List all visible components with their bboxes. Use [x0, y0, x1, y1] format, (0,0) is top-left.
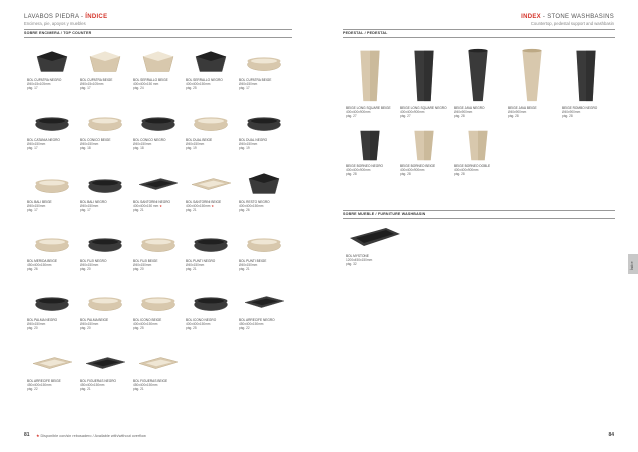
product-caption	[186, 138, 212, 151]
left-page-number: 81	[24, 432, 30, 438]
index-side-tab	[628, 254, 638, 274]
product-page: pág. 21	[186, 267, 197, 272]
product-image	[400, 46, 448, 109]
product-image	[80, 46, 130, 81]
product-size: Ø40x150mm	[239, 263, 258, 268]
product-caption	[133, 78, 168, 91]
product-size: 400x400x150mm	[186, 82, 211, 87]
product-caption	[239, 78, 271, 91]
product-name: BOL FIGUERAS NEGRO	[80, 379, 117, 383]
product-size: Ø40x150mm	[186, 263, 205, 268]
product-size: Ø40x150mm	[80, 263, 99, 268]
product-name: BEIGE JAVA BEIGE	[508, 106, 537, 110]
product-caption	[133, 318, 161, 331]
product-name: BOL ICONO NEGRO	[186, 318, 217, 322]
product-image	[133, 46, 183, 81]
product-image	[27, 286, 77, 321]
product-caption	[346, 106, 391, 119]
product-page: pág. 25	[186, 86, 197, 91]
product-image	[346, 46, 394, 109]
product-name: BOL FIGUERAS BEIGE	[133, 379, 168, 383]
product-image	[186, 286, 236, 321]
product-name: BOL DUAL BEIGE	[186, 138, 213, 142]
product-page: pág. 24	[133, 86, 144, 91]
product-image	[239, 227, 289, 262]
product-page: pág. 20	[133, 267, 144, 272]
product-size: 400x400x900mm	[346, 168, 371, 173]
product-size: 400x400x150mm	[186, 322, 211, 327]
right-page-number: 84	[608, 432, 614, 438]
left-section-rule	[24, 37, 292, 38]
product-caption	[80, 138, 111, 151]
product-caption	[508, 106, 537, 119]
product-size: 450x400x150mm	[27, 383, 52, 388]
product-size: 450x400x150mm	[27, 263, 52, 268]
product-caption	[80, 318, 108, 331]
product-page: pág. 22	[27, 387, 38, 392]
product-size: 400x400x150 mm	[133, 82, 159, 87]
star-icon: ★	[158, 204, 163, 209]
product-image	[239, 46, 289, 81]
product-caption	[80, 379, 116, 392]
product-page: pág. 17	[27, 208, 38, 213]
product-size: Ø40x150mm	[27, 204, 46, 209]
product-caption	[27, 138, 60, 151]
product-size: Ø40x150mm	[186, 142, 205, 147]
product-caption	[346, 164, 383, 177]
product-image	[186, 106, 236, 141]
product-name: BOL PALMA NEGRO	[27, 318, 58, 322]
product-name: BOL ARRECIFE BEIGE	[27, 379, 61, 383]
product-name: BOL RESTO NEGRO	[239, 200, 270, 204]
product-image	[508, 46, 556, 109]
product-size: Ø40x150mm	[27, 142, 46, 147]
right-title-highlight: INDEX	[521, 14, 541, 20]
product-name: BOL PALMA BEIGE	[80, 318, 109, 322]
product-size: 450x400x150mm	[80, 383, 105, 388]
product-name: BOL CONICO NEGRO	[133, 138, 166, 142]
product-caption	[239, 138, 267, 151]
product-page: pág. 25	[186, 326, 197, 331]
product-caption	[27, 78, 61, 91]
product-caption	[400, 106, 447, 119]
product-caption	[454, 164, 490, 177]
product-caption	[186, 318, 216, 331]
product-image	[133, 168, 183, 203]
product-page: pág. 17	[80, 86, 91, 91]
left-header-subtitle: Encimera, pie, apoyos y muebles	[24, 21, 86, 26]
product-page: pág. 19	[186, 146, 197, 151]
product-page: pág. 18	[80, 146, 91, 151]
product-image	[562, 46, 610, 109]
product-page: pág. 22	[239, 326, 250, 331]
product-size: 400x400x150mm	[133, 322, 158, 327]
product-image	[239, 106, 289, 141]
product-page: pág. 20	[27, 326, 38, 331]
left-header-title	[24, 14, 107, 20]
product-page: pág. 21	[239, 267, 250, 272]
product-image	[80, 286, 130, 321]
product-image	[27, 227, 77, 262]
furniture-top-rule	[343, 210, 615, 211]
product-name: BEIGE JAVA NEGRO	[454, 106, 485, 110]
product-caption	[186, 78, 223, 91]
product-page: pág. 21	[133, 387, 144, 392]
product-name: BEIGE BORNEO DOBLE	[454, 164, 491, 168]
product-image	[346, 128, 394, 167]
product-page: pág. 17	[80, 208, 91, 213]
product-caption	[186, 200, 221, 213]
product-name: BEIGE LONG SQUARE BEIGE	[346, 106, 391, 110]
product-size: 450x400x150mm	[239, 322, 264, 327]
left-top-rule	[24, 29, 292, 30]
product-page: pág. 28	[400, 172, 411, 177]
pedestal-section-title: PEDESTAL / PEDESTAL	[343, 31, 388, 35]
product-name: BOL ARRECIFE NEGRO	[239, 318, 275, 322]
product-caption	[239, 318, 275, 331]
product-image	[133, 227, 183, 262]
product-image	[27, 46, 77, 81]
product-size: 450x400x150mm	[133, 383, 158, 388]
product-size: Ø40x150mm	[27, 322, 46, 327]
product-page: pág. 32	[346, 262, 357, 267]
product-size: Ø40x15x105mm	[27, 82, 51, 87]
product-image	[239, 168, 289, 203]
index-side-tab-label: Índice	[630, 261, 634, 270]
product-page: pág. 28	[454, 172, 465, 177]
right-title-separator: -	[540, 14, 548, 20]
product-page: pág. 17	[27, 146, 38, 151]
left-section-title: SOBRE ENCIMERA / TOP COUNTER	[24, 31, 92, 35]
product-name: BOL PUNTI BEIGE	[239, 259, 267, 263]
product-image	[27, 168, 77, 203]
product-caption	[27, 318, 57, 331]
product-page: pág. 27	[400, 114, 411, 119]
product-page: pág. 20	[80, 326, 91, 331]
right-top-rule	[343, 29, 615, 30]
product-size: Ø40x150mm	[133, 263, 152, 268]
product-caption	[27, 379, 61, 392]
product-name: BOL CUPATRA BEIGE	[80, 78, 113, 82]
product-image	[80, 347, 130, 382]
footer-legend-text: Disponible con/sin rebosadero / Available with/without overflow	[40, 434, 146, 438]
product-caption	[80, 78, 112, 91]
product-caption	[346, 254, 372, 267]
product-caption	[400, 164, 435, 177]
product-size: Ø40x150mm	[239, 82, 258, 87]
product-page: pág. 20	[80, 267, 91, 272]
product-image	[346, 222, 402, 257]
product-image	[454, 46, 502, 109]
product-name: BOL CONICO BEIGE	[80, 138, 111, 142]
product-size: Ø40x150mm	[80, 204, 99, 209]
product-name: BOL BALI NEGRO	[80, 200, 107, 204]
product-size: Ø40x150mm	[80, 142, 99, 147]
product-image	[186, 227, 236, 262]
product-caption	[133, 379, 167, 392]
product-page: pág. 28	[454, 114, 465, 119]
product-page: pág. 18	[133, 146, 144, 151]
product-caption	[239, 200, 270, 213]
product-caption	[562, 106, 597, 119]
product-size: Ø40x15x105mm	[80, 82, 104, 87]
product-name: BOL SERRALLO NEGRO	[186, 78, 223, 82]
product-page: pág. 26	[27, 267, 38, 272]
product-size: 400x400x900mm	[400, 110, 425, 115]
product-image	[454, 128, 502, 167]
footer-legend	[36, 433, 146, 438]
left-title-separator: -	[79, 14, 86, 20]
product-name: BOL BALI BEIGE	[27, 200, 52, 204]
product-caption	[454, 106, 485, 119]
product-name: BOL ICONO BEIGE	[133, 318, 162, 322]
furniture-section-title: SOBRE MUEBLE / FURNITURE WASHBASIN	[343, 212, 426, 216]
product-page: pág. 17	[27, 86, 38, 91]
left-title-highlight: ÍNDICE	[85, 14, 108, 20]
product-page: pág. 25	[133, 326, 144, 331]
product-name: BOL CUPATRA BEIGE	[239, 78, 272, 82]
product-size: 400x400x150 mm ★	[133, 204, 163, 209]
product-page: pág. 28	[508, 114, 519, 119]
product-caption	[27, 200, 52, 213]
product-size: 400x400x150mm	[239, 204, 264, 209]
product-size: Ø40x150mm	[80, 322, 99, 327]
product-image	[80, 227, 130, 262]
right-title-text: STONE WASHBASINS	[547, 14, 614, 20]
furniture-section-rule	[343, 218, 615, 219]
pedestal-section-rule	[343, 37, 615, 38]
product-image	[186, 168, 236, 203]
product-page: pág. 17	[239, 86, 250, 91]
product-caption	[186, 259, 215, 272]
product-image	[186, 46, 236, 81]
product-size: 400x400x900mm	[346, 110, 371, 115]
product-size: Ø40x900mm	[508, 110, 527, 115]
product-page: pág. 21	[133, 208, 144, 213]
product-size: 400x400x900mm	[454, 168, 479, 173]
product-image	[239, 286, 289, 321]
product-image	[80, 168, 130, 203]
product-image	[27, 347, 77, 382]
product-page: pág. 28	[562, 114, 573, 119]
product-page: pág. 21	[80, 387, 91, 392]
product-caption	[239, 259, 266, 272]
star-icon: ★	[210, 204, 215, 209]
product-image	[400, 128, 448, 167]
product-name: BOL PUNTI NEGRO	[186, 259, 216, 263]
product-name: BOL DUAL NEGRO	[239, 138, 268, 142]
right-header-subtitle: Countertop, pedestal support and washbasin	[530, 21, 614, 26]
product-size: Ø40x150mm	[133, 142, 152, 147]
product-name: BOL CATANIA NEGRO	[27, 138, 60, 142]
product-page: pág. 28	[346, 172, 357, 177]
product-size: Ø40x900mm	[454, 110, 473, 115]
star-icon: ★	[36, 434, 40, 438]
product-image	[133, 106, 183, 141]
product-caption	[80, 200, 107, 213]
product-name: BEIGE BORNEO NEGRO	[346, 164, 384, 168]
product-caption	[133, 200, 170, 213]
product-size: Ø40x900mm	[562, 110, 581, 115]
product-name: BEIGE ROMBO NEGRO	[562, 106, 598, 110]
product-page: pág. 27	[346, 114, 357, 119]
product-name: BOL FUJI NEGRO	[80, 259, 107, 263]
product-caption	[133, 138, 165, 151]
product-page: pág. 21	[186, 208, 197, 213]
product-name: BOL CUPATRA NEGRO	[27, 78, 62, 82]
product-caption	[80, 259, 106, 272]
product-caption	[133, 259, 158, 272]
left-title-text: LAVABOS PIEDRA	[24, 14, 79, 20]
product-size: 400x400x900mm	[400, 168, 425, 173]
product-name: BOL SANTORINI NEGRO	[133, 200, 171, 204]
product-name: BEIGE LONG SQUARE NEGRO	[400, 106, 447, 110]
product-page: pág. 26	[239, 208, 250, 213]
product-image	[133, 286, 183, 321]
product-name: BOL FUJI BEIGE	[133, 259, 158, 263]
product-image	[80, 106, 130, 141]
product-name: BOL MERIDA BEIGE	[27, 259, 57, 263]
product-page: pág. 19	[239, 146, 250, 151]
product-size: 1200x450x150mm	[346, 258, 373, 263]
product-name: BOL SANTORINI BEIGE	[186, 200, 222, 204]
product-size: 400x400x150mm ★	[186, 204, 215, 209]
product-name: BOL SERRALLO BEIGE	[133, 78, 168, 82]
product-image	[27, 106, 77, 141]
right-header-title	[521, 14, 614, 20]
product-name: BEIGE BORNEO BEIGE	[400, 164, 436, 168]
product-size: Ø40x150mm	[239, 142, 258, 147]
product-caption	[27, 259, 57, 272]
product-image	[133, 347, 183, 382]
product-name: BOL MYSTONE	[346, 254, 369, 258]
